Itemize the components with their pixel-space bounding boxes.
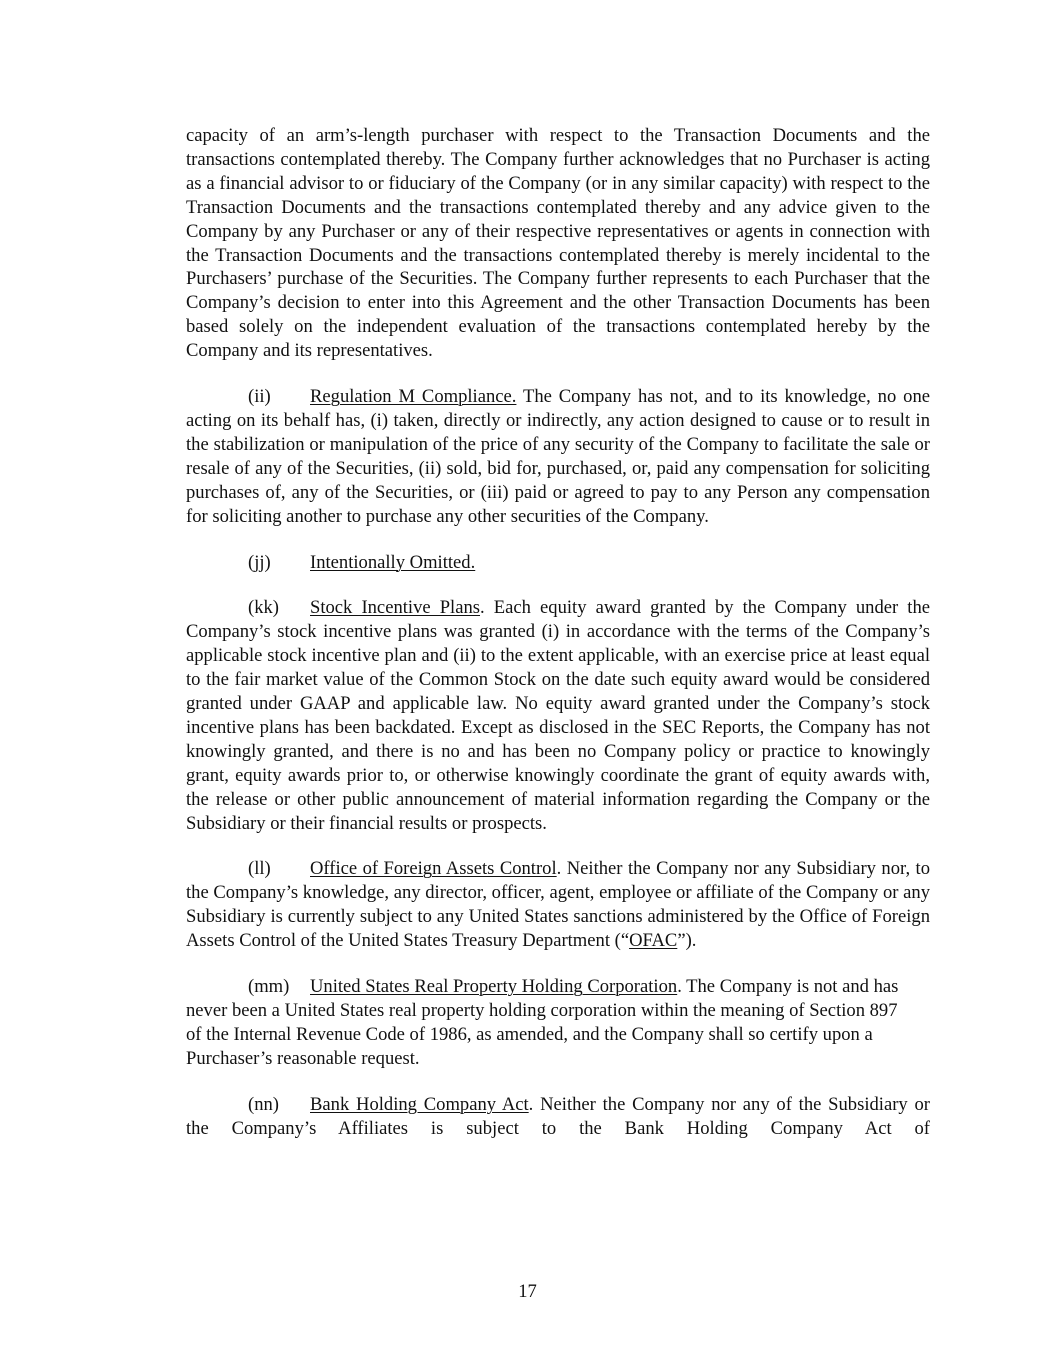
section-text: . The Company is not and has never been a United States real property holding corporation within the meaning of Section 897 of the Internal Revenue Code of 1986, as amended, and the Company shall so certify upon a Purchaser’s reasonable request. — [186, 976, 899, 1069]
paragraph-text: capacity of an arm’s-length purchaser with respect to the Transaction Documents and the transactions contemplated thereby. The Company further acknowledges that no Purchaser is acting as a financial advisor to or fiduciary of the Company (or in any similar capacity) with respect to the Transaction Documents and the transactions contemplated thereby and any advice given to the Company by any Purchaser or any of their respective representatives or agents in connection with the Transaction Documents and the transactions contemplated thereby is merely incidental to the Purchasers’ purchase of the Securities. The Company further represents to each Purchaser that the Company’s decision to enter into this Agreement and the other Transaction Documents has been based solely on the independent evaluation of the transactions contemplated hereby by the Company and its representatives. — [186, 125, 930, 362]
section-text: . Neither the Company nor any Subsidiary nor, to the Company’s knowledge, any director, officer, agent, employee or affiliate of the Company or any Subsidiary is currently subject to any United States sanctions administered by the Office of Foreign Assets Control of the United States Treasury Department (“ — [186, 858, 931, 952]
section-number: (ii) — [248, 386, 271, 408]
paragraph-continuation — [186, 124, 930, 363]
section-text: The Company has not, and to its knowledge, no one acting on its behalf has, (i) taken, directly or indirectly, any action designed to cause or to result in the stabilization or manipulation of the price of any security of the Company to facilitate the sale or resale of any of the Securities, (ii) sold, bid for, purchased, or, paid any compensation for soliciting purchases of, any of the Securities, or (iii) paid or agreed to pay to any Person any compensation for soliciting another to purchase any other securities of the Company. — [186, 386, 930, 527]
section-number: (mm) — [248, 976, 290, 998]
section-text: . Neither the Company nor any of the Subsidiary or the Company’s Affiliates is subject to the Bank Holding Company Act of — [186, 1093, 930, 1139]
section-heading: Stock Incentive Plans — [310, 597, 481, 619]
section-heading: Intentionally Omitted. — [310, 551, 476, 573]
section-heading: Bank Holding Company Act — [310, 1093, 529, 1115]
page-number: 17 — [518, 1281, 537, 1302]
section-text-end: ”). — [677, 930, 697, 952]
section-ii — [186, 385, 930, 528]
section-jj — [186, 551, 930, 575]
defined-term: OFAC — [629, 930, 678, 952]
section-kk — [186, 596, 930, 835]
section-heading: United States Real Property Holding Corporation — [310, 976, 678, 998]
section-ll — [186, 857, 930, 953]
section-nn — [186, 1093, 930, 1141]
section-number: (kk) — [248, 597, 279, 619]
document-body — [186, 124, 930, 1163]
section-mm — [186, 975, 916, 1071]
section-number: (jj) — [248, 551, 271, 573]
section-text: . Each equity award granted by the Company under the Company’s stock incentive plans was granted (i) in accordance with the terms of the Company’s applicable stock incentive plan and (ii) to the extent applicable, with an exercise price at least equal to the fair market value of the Common Stock on the date such equity award would be considered granted under GAAP and applicable law. No equity award granted under the Company’s stock incentive plans has been backdated. Except as disclosed in the SEC Reports, the Company has not knowingly granted, and there is no and has been no Company policy or practice to knowingly grant, equity awards prior to, or otherwise knowingly coordinate the grant of equity awards with, the release or other public announcement of material information regarding the Company or the Subsidiary or their financial results or prospects. — [186, 597, 930, 834]
section-heading: Regulation M Compliance. — [310, 386, 517, 408]
section-heading: Office of Foreign Assets Control — [310, 858, 557, 880]
section-number: (ll) — [248, 858, 271, 880]
section-number: (nn) — [248, 1093, 279, 1115]
